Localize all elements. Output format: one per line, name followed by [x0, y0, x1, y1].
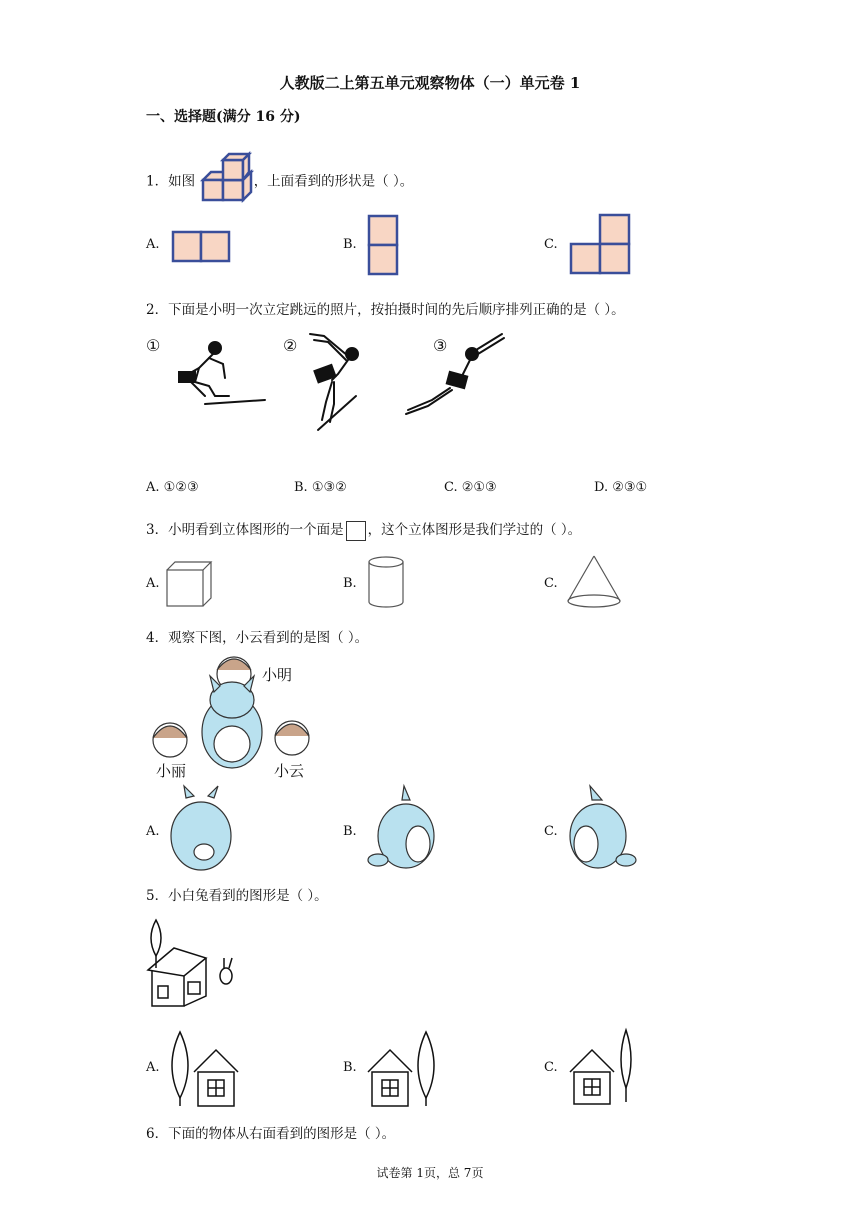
cylinder-figure [367, 555, 407, 611]
q5-option-b-figure [366, 1030, 446, 1110]
section-heading: 一、选择题(满分 16 分) [146, 109, 301, 125]
q4-option-c-label[interactable]: C. [544, 824, 558, 839]
q5-option-c-label[interactable]: C. [544, 1060, 558, 1075]
q5-option-c-figure [568, 1028, 644, 1108]
jumper-landing-figure [165, 338, 269, 410]
question-1 [146, 158, 413, 206]
question-5-text: 5．小白兔看到的图形是（ ）。 [146, 888, 328, 904]
question-3-post: ，这个立体图形是我们学过的（ ）。 [367, 522, 582, 538]
question-1-text: ，上面看到的形状是（ ）。 [253, 173, 414, 190]
q2-option-c[interactable]: C. ②①③ [444, 480, 497, 495]
jumper-flight-figure [402, 330, 508, 422]
cone-figure [566, 555, 622, 609]
jumper-takeoff-figure [302, 330, 382, 434]
question-3-pre: 3．小明看到立体图形的一个面是 [146, 522, 344, 538]
q5-option-a-figure [164, 1030, 244, 1110]
q1-option-a-figure [172, 231, 232, 263]
photo-label-1: ① [146, 336, 161, 355]
q1-option-a-label[interactable]: A. [146, 237, 160, 252]
q1-option-c-label[interactable]: C. [544, 237, 558, 252]
question-6-text: 6．下面的物体从右面看到的图形是（ ）。 [146, 1126, 396, 1142]
q4-option-a-label[interactable]: A. [146, 824, 160, 839]
q3-option-b-label[interactable]: B. [343, 576, 357, 591]
question-3 [146, 518, 581, 541]
q2-option-a[interactable]: A. ①②③ [146, 480, 199, 495]
q1-option-c-figure [570, 214, 634, 276]
square-face-icon [346, 521, 366, 541]
question-1-number: 1．如图 [146, 173, 196, 190]
q1-option-b-figure [368, 215, 400, 277]
q3-option-c-label[interactable]: C. [544, 576, 558, 591]
toy-right-view-figure [562, 786, 642, 872]
name-xiaoli: 小丽 [156, 762, 187, 780]
q3-option-a-label[interactable]: A. [146, 576, 160, 591]
house-tree-rabbit-figure [144, 918, 244, 1012]
question-2-text: 2．下面是小明一次立定跳远的照片，按拍摄时间的先后顺序排列正确的是（ ）。 [146, 302, 625, 318]
toy-left-view-figure [364, 786, 444, 872]
q4-option-b-label[interactable]: B. [343, 824, 357, 839]
page-footer: 试卷第 1页，总 7页 [376, 1166, 484, 1180]
q5-option-b-label[interactable]: B. [343, 1060, 357, 1075]
q1-option-b-label[interactable]: B. [343, 237, 357, 252]
photo-label-3: ③ [433, 336, 448, 355]
q2-option-b[interactable]: B. ①③② [294, 480, 347, 495]
photo-label-2: ② [283, 336, 298, 355]
question-4-text: 4．观察下图，小云看到的是图（ ）。 [146, 630, 369, 646]
stacked-cubes-figure [199, 158, 249, 206]
q2-option-d[interactable]: D. ②③① [594, 480, 648, 495]
name-xiaoming: 小明 [262, 666, 293, 684]
q5-option-a-label[interactable]: A. [146, 1060, 160, 1075]
toy-back-view-figure [164, 786, 240, 872]
page-title: 人教版二上第五单元观察物体（一）单元卷 1 [279, 74, 581, 92]
name-xiaoyun: 小云 [274, 762, 305, 780]
cube-figure [166, 561, 214, 607]
